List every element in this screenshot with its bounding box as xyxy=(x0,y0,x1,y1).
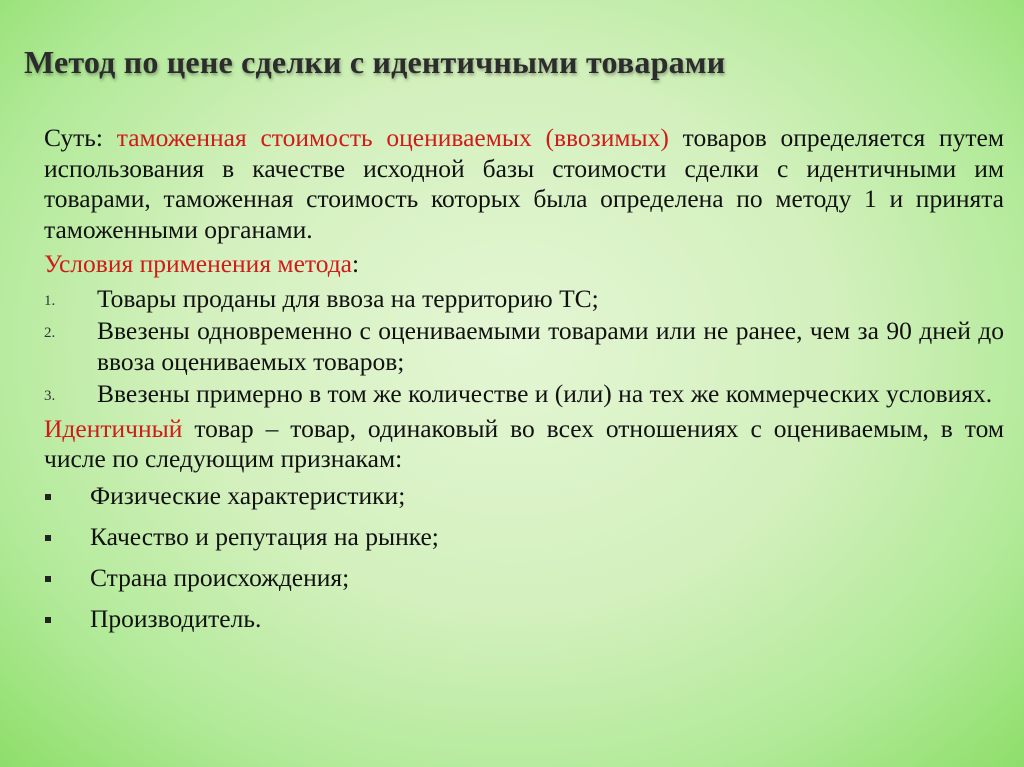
condition-item xyxy=(44,284,1004,315)
conditions-heading: Условия применения метода xyxy=(44,249,353,278)
intro-label: Суть: xyxy=(44,123,117,152)
intro-highlight: таможенная стоимость оцениваемых (ввозимых) xyxy=(116,123,669,152)
identical-term: Идентичный xyxy=(44,413,183,443)
features-list xyxy=(44,481,1004,645)
conditions-heading-line xyxy=(44,249,1004,280)
condition-item xyxy=(44,316,1004,377)
condition-number: 2. xyxy=(44,325,56,341)
identical-paragraph xyxy=(44,414,1004,475)
condition-text: Товары проданы для ввоза на территорию ТС; xyxy=(97,283,599,313)
feature-text: Качество и репутация на рынке; xyxy=(90,521,439,551)
condition-number: 1. xyxy=(44,292,56,309)
square-bullet-icon xyxy=(45,494,51,500)
feature-item xyxy=(44,604,1004,645)
condition-text: Ввезены примерно в том же количестве и (или) на тех же коммерческих условиях. xyxy=(97,379,993,408)
conditions-colon: : xyxy=(352,249,360,278)
feature-item xyxy=(44,481,1004,522)
feature-text: Физические характеристики; xyxy=(90,480,406,510)
slide-content xyxy=(44,123,1004,645)
square-bullet-icon xyxy=(45,535,51,541)
square-bullet-icon xyxy=(45,576,51,582)
condition-text: Ввезены одновременно с оцениваемыми товарами или не ранее, чем за 90 дней до ввоза оцениваемых товаров; xyxy=(97,316,1004,376)
square-bullet-icon xyxy=(45,617,51,623)
identical-definition: товар – товар, одинаковый во всех отношениях с оцениваемым, в том числе по следующим признакам: xyxy=(44,413,1004,473)
feature-item xyxy=(44,522,1004,563)
intro-paragraph xyxy=(44,123,1004,245)
feature-text: Производитель. xyxy=(90,603,262,633)
conditions-list xyxy=(44,284,1004,410)
condition-item xyxy=(44,379,1004,410)
intro-rest: товаров определяется путем использования в качестве исходной базы стоимости сделки с идентичными им товарами, таможенная стоимость которых была определена по методу 1 и принята таможенными органами. xyxy=(44,123,1004,244)
feature-text: Страна происхождения; xyxy=(90,562,350,592)
slide-title: Метод по цене сделки с идентичными товарами xyxy=(24,44,726,80)
feature-item xyxy=(44,563,1004,604)
condition-number: 3. xyxy=(44,388,56,404)
